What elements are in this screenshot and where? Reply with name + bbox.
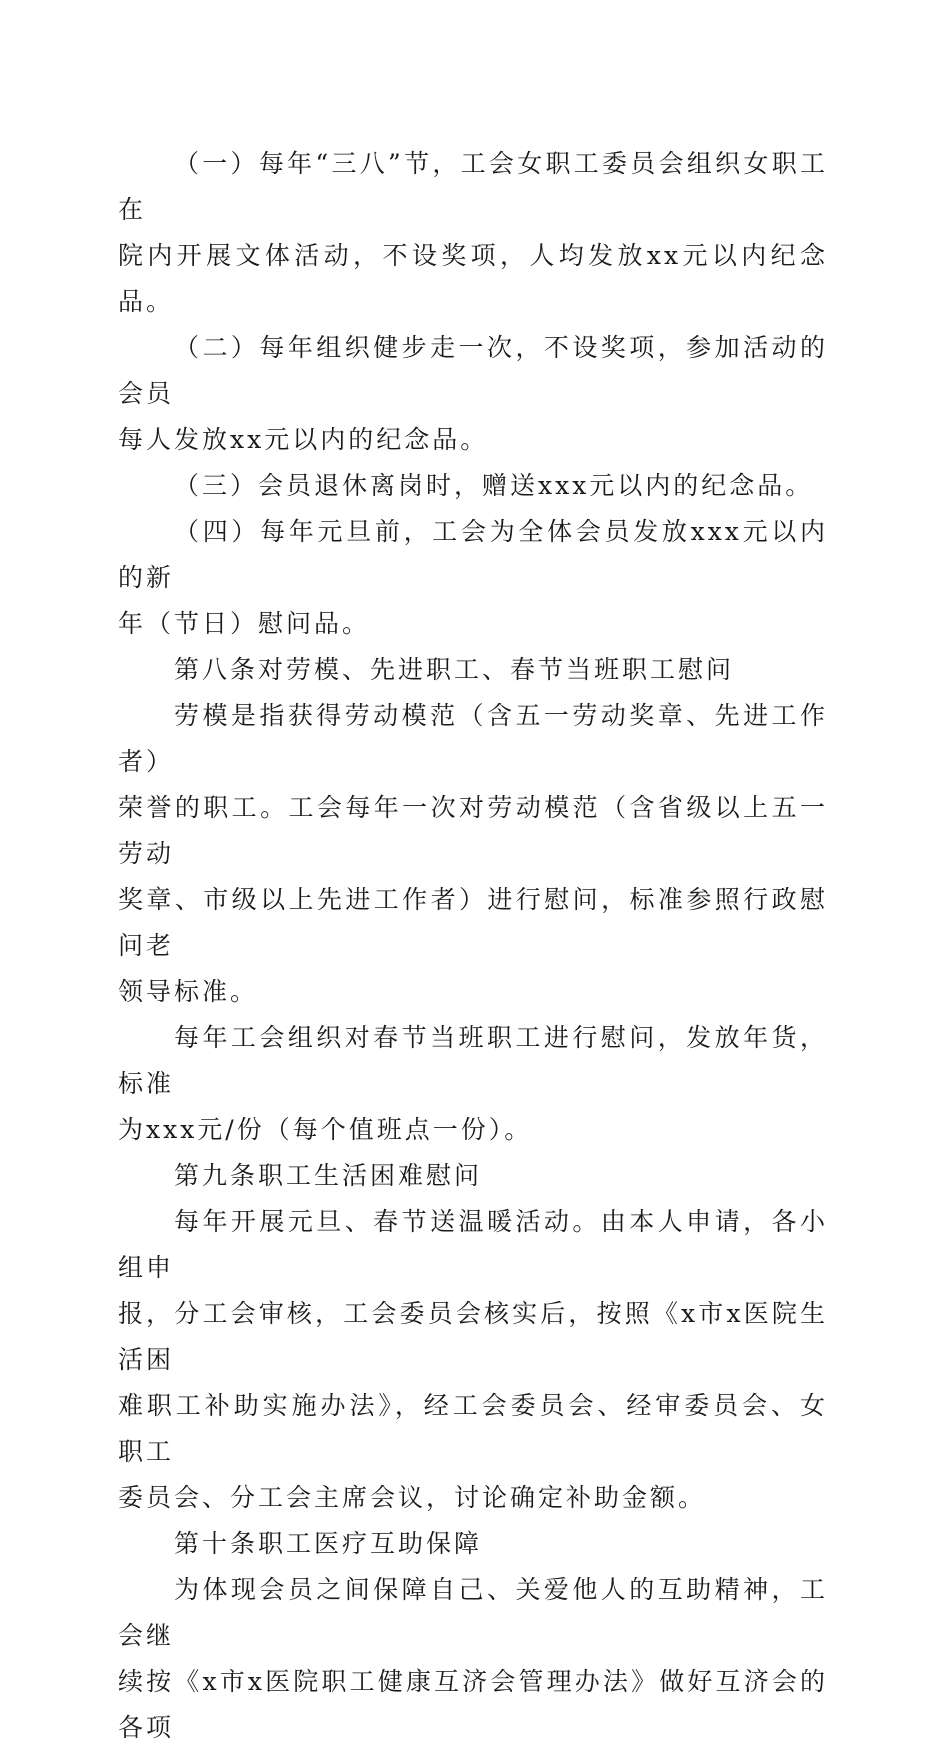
paragraph-women-day: （一）每年“三八”节，工会女职工委员会组织女职工在 院内开展文体活动，不设奖项，人均发放xx元以内纪念品。 (118, 149, 828, 316)
paragraph-walking-event: （二）每年组织健步走一次，不设奖项，参加活动的会员 每人发放xx元以内的纪念品。 (118, 333, 828, 454)
document-body (118, 141, 828, 1751)
article-8-heading: 第八条对劳模、先进职工、春节当班职工慰问 (174, 655, 735, 684)
paragraph-mutual-aid: 为体现会员之间保障自己、关爱他人的互助精神，工会继 续按《x市x医院职工健康互济会管理办法》做好互济会的各项 (118, 1575, 828, 1742)
paragraph-model-workers: 劳模是指获得劳动模范（含五一劳动奖章、先进工作者） 荣誉的职工。工会每年一次对劳动模范（含省级以上五一劳动 奖章、市级以上先进工作者）进行慰问，标准参照行政慰问老 领导标准。 (118, 701, 828, 1006)
article-10-heading: 第十条职工医疗互助保障 (174, 1529, 483, 1558)
paragraph-retirement-gift: （三）会员退休离岗时，赠送xxx元以内的纪念品。 (174, 471, 814, 500)
paragraph-spring-festival-duty: 每年工会组织对春节当班职工进行慰问，发放年货，标准 为xxx元/份（每个值班点一份）。 (118, 1023, 828, 1144)
paragraph-hardship-relief: 每年开展元旦、春节送温暖活动。由本人申请，各小组申 报，分工会审核，工会委员会核实后，按照《x市x医院生活困 难职工补助实施办法》，经工会委员会、经审委员会、女职工 委员会、分工会主席会议，讨论确定补助金额。 (118, 1207, 828, 1512)
paragraph-new-year-gift: （四）每年元旦前，工会为全体会员发放xxx元以内的新 年（节日）慰问品。 (118, 517, 828, 638)
article-9-heading: 第九条职工生活困难慰问 (174, 1161, 483, 1190)
